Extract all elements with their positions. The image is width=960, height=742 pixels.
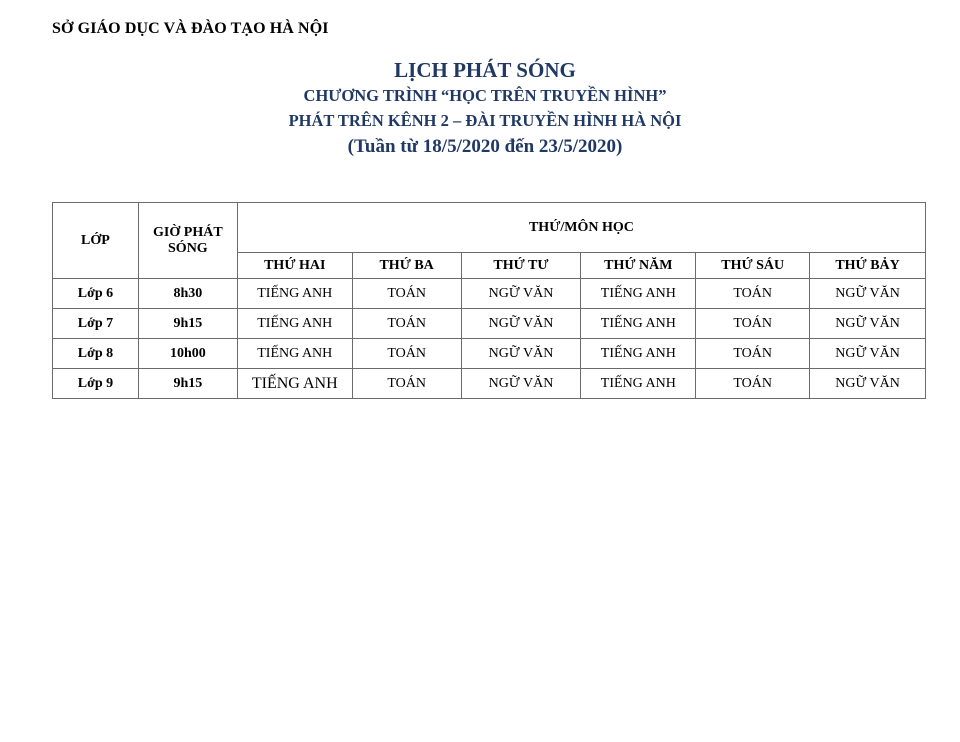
time-cell: 8h30 xyxy=(138,279,237,309)
subject-cell: NGỮ VĂN xyxy=(461,279,581,309)
subject-cell: NGỮ VĂN xyxy=(810,279,926,309)
organization-name: SỞ GIÁO DỤC VÀ ĐÀO TẠO HÀ NỘI xyxy=(52,20,329,37)
header-day: THỨ NĂM xyxy=(581,253,696,279)
header-broadcast-time: GIỜ PHÁT SÓNG xyxy=(138,203,237,279)
subject-cell: TOÁN xyxy=(352,339,461,369)
subject-cell: NGỮ VĂN xyxy=(461,309,581,339)
header-day: THỨ SÁU xyxy=(696,253,810,279)
subject-cell: TIẾNG ANH xyxy=(237,279,352,309)
subject-cell: TOÁN xyxy=(352,369,461,399)
class-cell: Lớp 6 xyxy=(53,279,139,309)
subject-cell: NGỮ VĂN xyxy=(461,339,581,369)
subject-cell: TOÁN xyxy=(352,309,461,339)
subject-cell: TIẾNG ANH xyxy=(581,369,696,399)
subject-cell: TIẾNG ANH xyxy=(581,279,696,309)
subject-cell: TIẾNG ANH xyxy=(237,369,352,399)
table-row xyxy=(53,309,926,339)
subject-cell: TOÁN xyxy=(696,339,810,369)
class-cell: Lớp 9 xyxy=(53,369,139,399)
subject-cell: TOÁN xyxy=(352,279,461,309)
program-subtitle: CHƯƠNG TRÌNH “HỌC TRÊN TRUYỀN HÌNH” xyxy=(303,86,667,105)
subject-cell: TIẾNG ANH xyxy=(237,339,352,369)
subject-cell: NGỮ VĂN xyxy=(810,309,926,339)
time-cell: 9h15 xyxy=(138,369,237,399)
document-title: LỊCH PHÁT SÓNG xyxy=(394,58,576,82)
subject-cell: TOÁN xyxy=(696,279,810,309)
time-cell: 9h15 xyxy=(138,309,237,339)
header-day-subject-group: THỨ/MÔN HỌC xyxy=(237,203,925,253)
subject-cell: TIẾNG ANH xyxy=(581,309,696,339)
subject-cell: TOÁN xyxy=(696,309,810,339)
document-titles xyxy=(0,56,960,161)
subject-cell: NGỮ VĂN xyxy=(461,369,581,399)
subject-cell: TIẾNG ANH xyxy=(237,309,352,339)
class-cell: Lớp 7 xyxy=(53,309,139,339)
subject-cell: NGỮ VĂN xyxy=(810,369,926,399)
table-header-row xyxy=(53,203,926,253)
header-day: THỨ BẢY xyxy=(810,253,926,279)
channel-subtitle: PHÁT TRÊN KÊNH 2 – ĐÀI TRUYỀN HÌNH HÀ NỘI xyxy=(288,111,682,130)
header-class: LỚP xyxy=(53,203,139,279)
subject-cell: TIẾNG ANH xyxy=(581,339,696,369)
week-range: (Tuần từ 18/5/2020 đến 23/5/2020) xyxy=(347,136,623,157)
subject-cell: TOÁN xyxy=(696,369,810,399)
table-row xyxy=(53,279,926,309)
broadcast-schedule-table xyxy=(52,202,926,399)
time-cell: 10h00 xyxy=(138,339,237,369)
class-cell: Lớp 8 xyxy=(53,339,139,369)
subject-cell: NGỮ VĂN xyxy=(810,339,926,369)
header-day: THỨ BA xyxy=(352,253,461,279)
table-row xyxy=(53,339,926,369)
table-row xyxy=(53,369,926,399)
header-day: THỨ HAI xyxy=(237,253,352,279)
header-day: THỨ TƯ xyxy=(461,253,581,279)
